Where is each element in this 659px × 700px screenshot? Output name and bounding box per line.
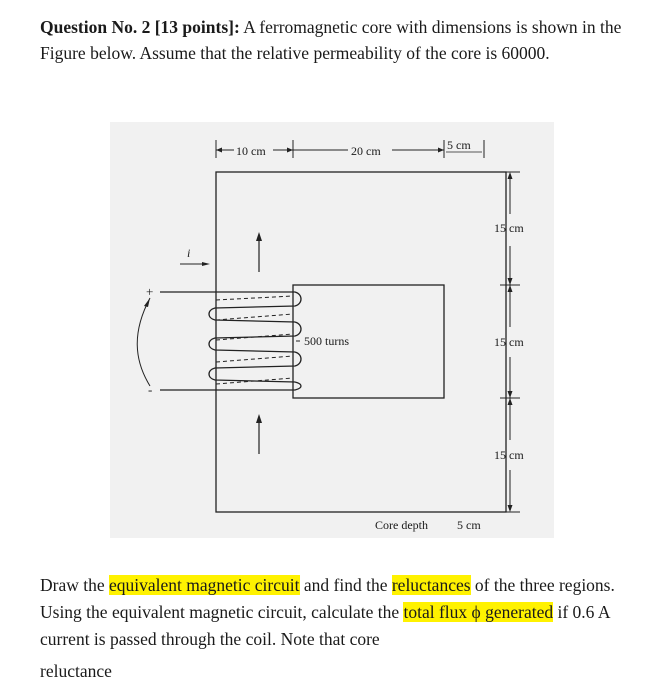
question-text: A ferromagnetic core with dimensions is shown in the Figure below. Assume that the relative permeability of the core is 60000. bbox=[40, 17, 622, 63]
highlight-reluctances: reluctances bbox=[391, 575, 471, 595]
current-label: i bbox=[187, 246, 191, 260]
task-paragraph bbox=[40, 572, 640, 653]
coil-back bbox=[216, 296, 293, 384]
voltage-arc bbox=[137, 298, 150, 386]
highlight-equivalent-circuit: equivalent magnetic circuit bbox=[109, 575, 300, 595]
task-text: Draw the bbox=[40, 575, 110, 595]
highlight-total-flux: total flux ϕ generated bbox=[403, 602, 554, 622]
core-depth-value: 5 cm bbox=[457, 518, 481, 532]
coil-front bbox=[160, 292, 301, 390]
question-heading: Question No. 2 [13 points]: bbox=[40, 17, 240, 37]
core-diagram bbox=[110, 122, 554, 538]
turns-label: 500 turns bbox=[304, 334, 349, 348]
task-text: if 0.6 A current is passed through the coil. Note that core bbox=[40, 602, 610, 649]
core-outer bbox=[216, 172, 506, 512]
dim-10-label: 10 cm bbox=[236, 144, 266, 158]
dim-15-bottom-label: 15 cm bbox=[494, 448, 524, 462]
core-figure bbox=[110, 122, 554, 538]
dim-15-top-label: 15 cm bbox=[494, 221, 524, 235]
dim-20-label: 20 cm bbox=[351, 144, 381, 158]
dim-15-mid-label: 15 cm bbox=[494, 335, 524, 349]
plus-sign: + bbox=[146, 284, 154, 299]
task-text: of the three regions. Using the equivalent magnetic circuit, calculate the bbox=[40, 575, 615, 622]
question-paragraph bbox=[40, 14, 630, 66]
core-depth-label: Core depth bbox=[375, 518, 428, 532]
minus-sign: - bbox=[148, 382, 153, 397]
dim-5-label: 5 cm bbox=[447, 138, 471, 152]
task-text: and find the bbox=[299, 575, 392, 595]
trailing-text: reluctance bbox=[40, 661, 112, 681]
